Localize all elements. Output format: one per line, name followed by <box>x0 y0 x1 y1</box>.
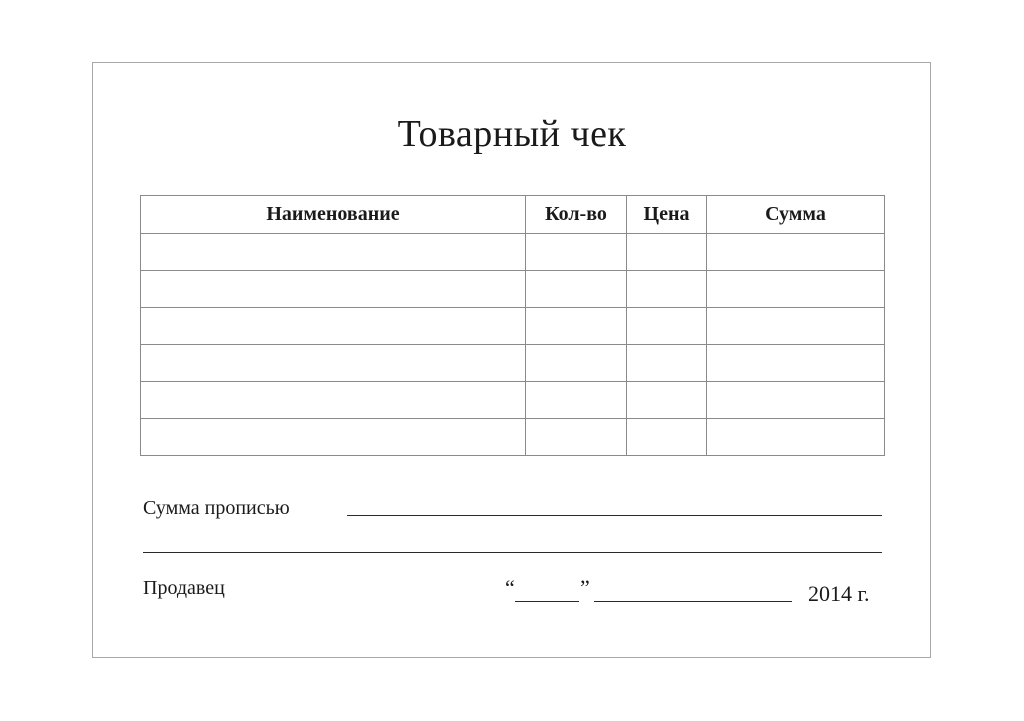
column-header-quantity: Кол-во <box>526 196 627 234</box>
column-header-name: Наименование <box>141 196 526 234</box>
cell-name <box>141 345 526 382</box>
column-header-price: Цена <box>627 196 707 234</box>
table-row <box>141 234 885 271</box>
cell-sum <box>707 345 885 382</box>
cell-quantity <box>526 419 627 456</box>
column-header-sum: Сумма <box>707 196 885 234</box>
cell-name <box>141 271 526 308</box>
table-row <box>141 382 885 419</box>
cell-name <box>141 308 526 345</box>
table-header-row <box>141 196 885 234</box>
sum-in-words-second-line <box>143 552 882 553</box>
table-row <box>141 271 885 308</box>
cell-sum <box>707 271 885 308</box>
cell-sum <box>707 382 885 419</box>
cell-price <box>627 345 707 382</box>
cell-price <box>627 419 707 456</box>
date-day-line <box>515 601 579 602</box>
cell-quantity <box>526 382 627 419</box>
date-open-quote: “ <box>505 575 515 600</box>
cell-quantity <box>526 271 627 308</box>
table-row <box>141 308 885 345</box>
cell-price <box>627 308 707 345</box>
page-title: Товарный чек <box>397 113 627 155</box>
cell-sum <box>707 308 885 345</box>
cell-price <box>627 382 707 419</box>
items-table <box>140 195 885 456</box>
table-row <box>141 419 885 456</box>
cell-name <box>141 234 526 271</box>
cell-sum <box>707 419 885 456</box>
sum-in-words-line <box>347 515 882 516</box>
cell-quantity <box>526 234 627 271</box>
cell-sum <box>707 234 885 271</box>
cell-quantity <box>526 345 627 382</box>
cell-price <box>627 234 707 271</box>
sum-in-words-label: Сумма прописью <box>143 497 290 519</box>
cell-name <box>141 419 526 456</box>
table-row <box>141 345 885 382</box>
date-year: 2014 г. <box>808 581 870 606</box>
date-month-line <box>594 601 792 602</box>
cell-name <box>141 382 526 419</box>
seller-label: Продавец <box>143 577 225 599</box>
cell-quantity <box>526 308 627 345</box>
cell-price <box>627 271 707 308</box>
date-close-quote: ” <box>580 575 590 600</box>
